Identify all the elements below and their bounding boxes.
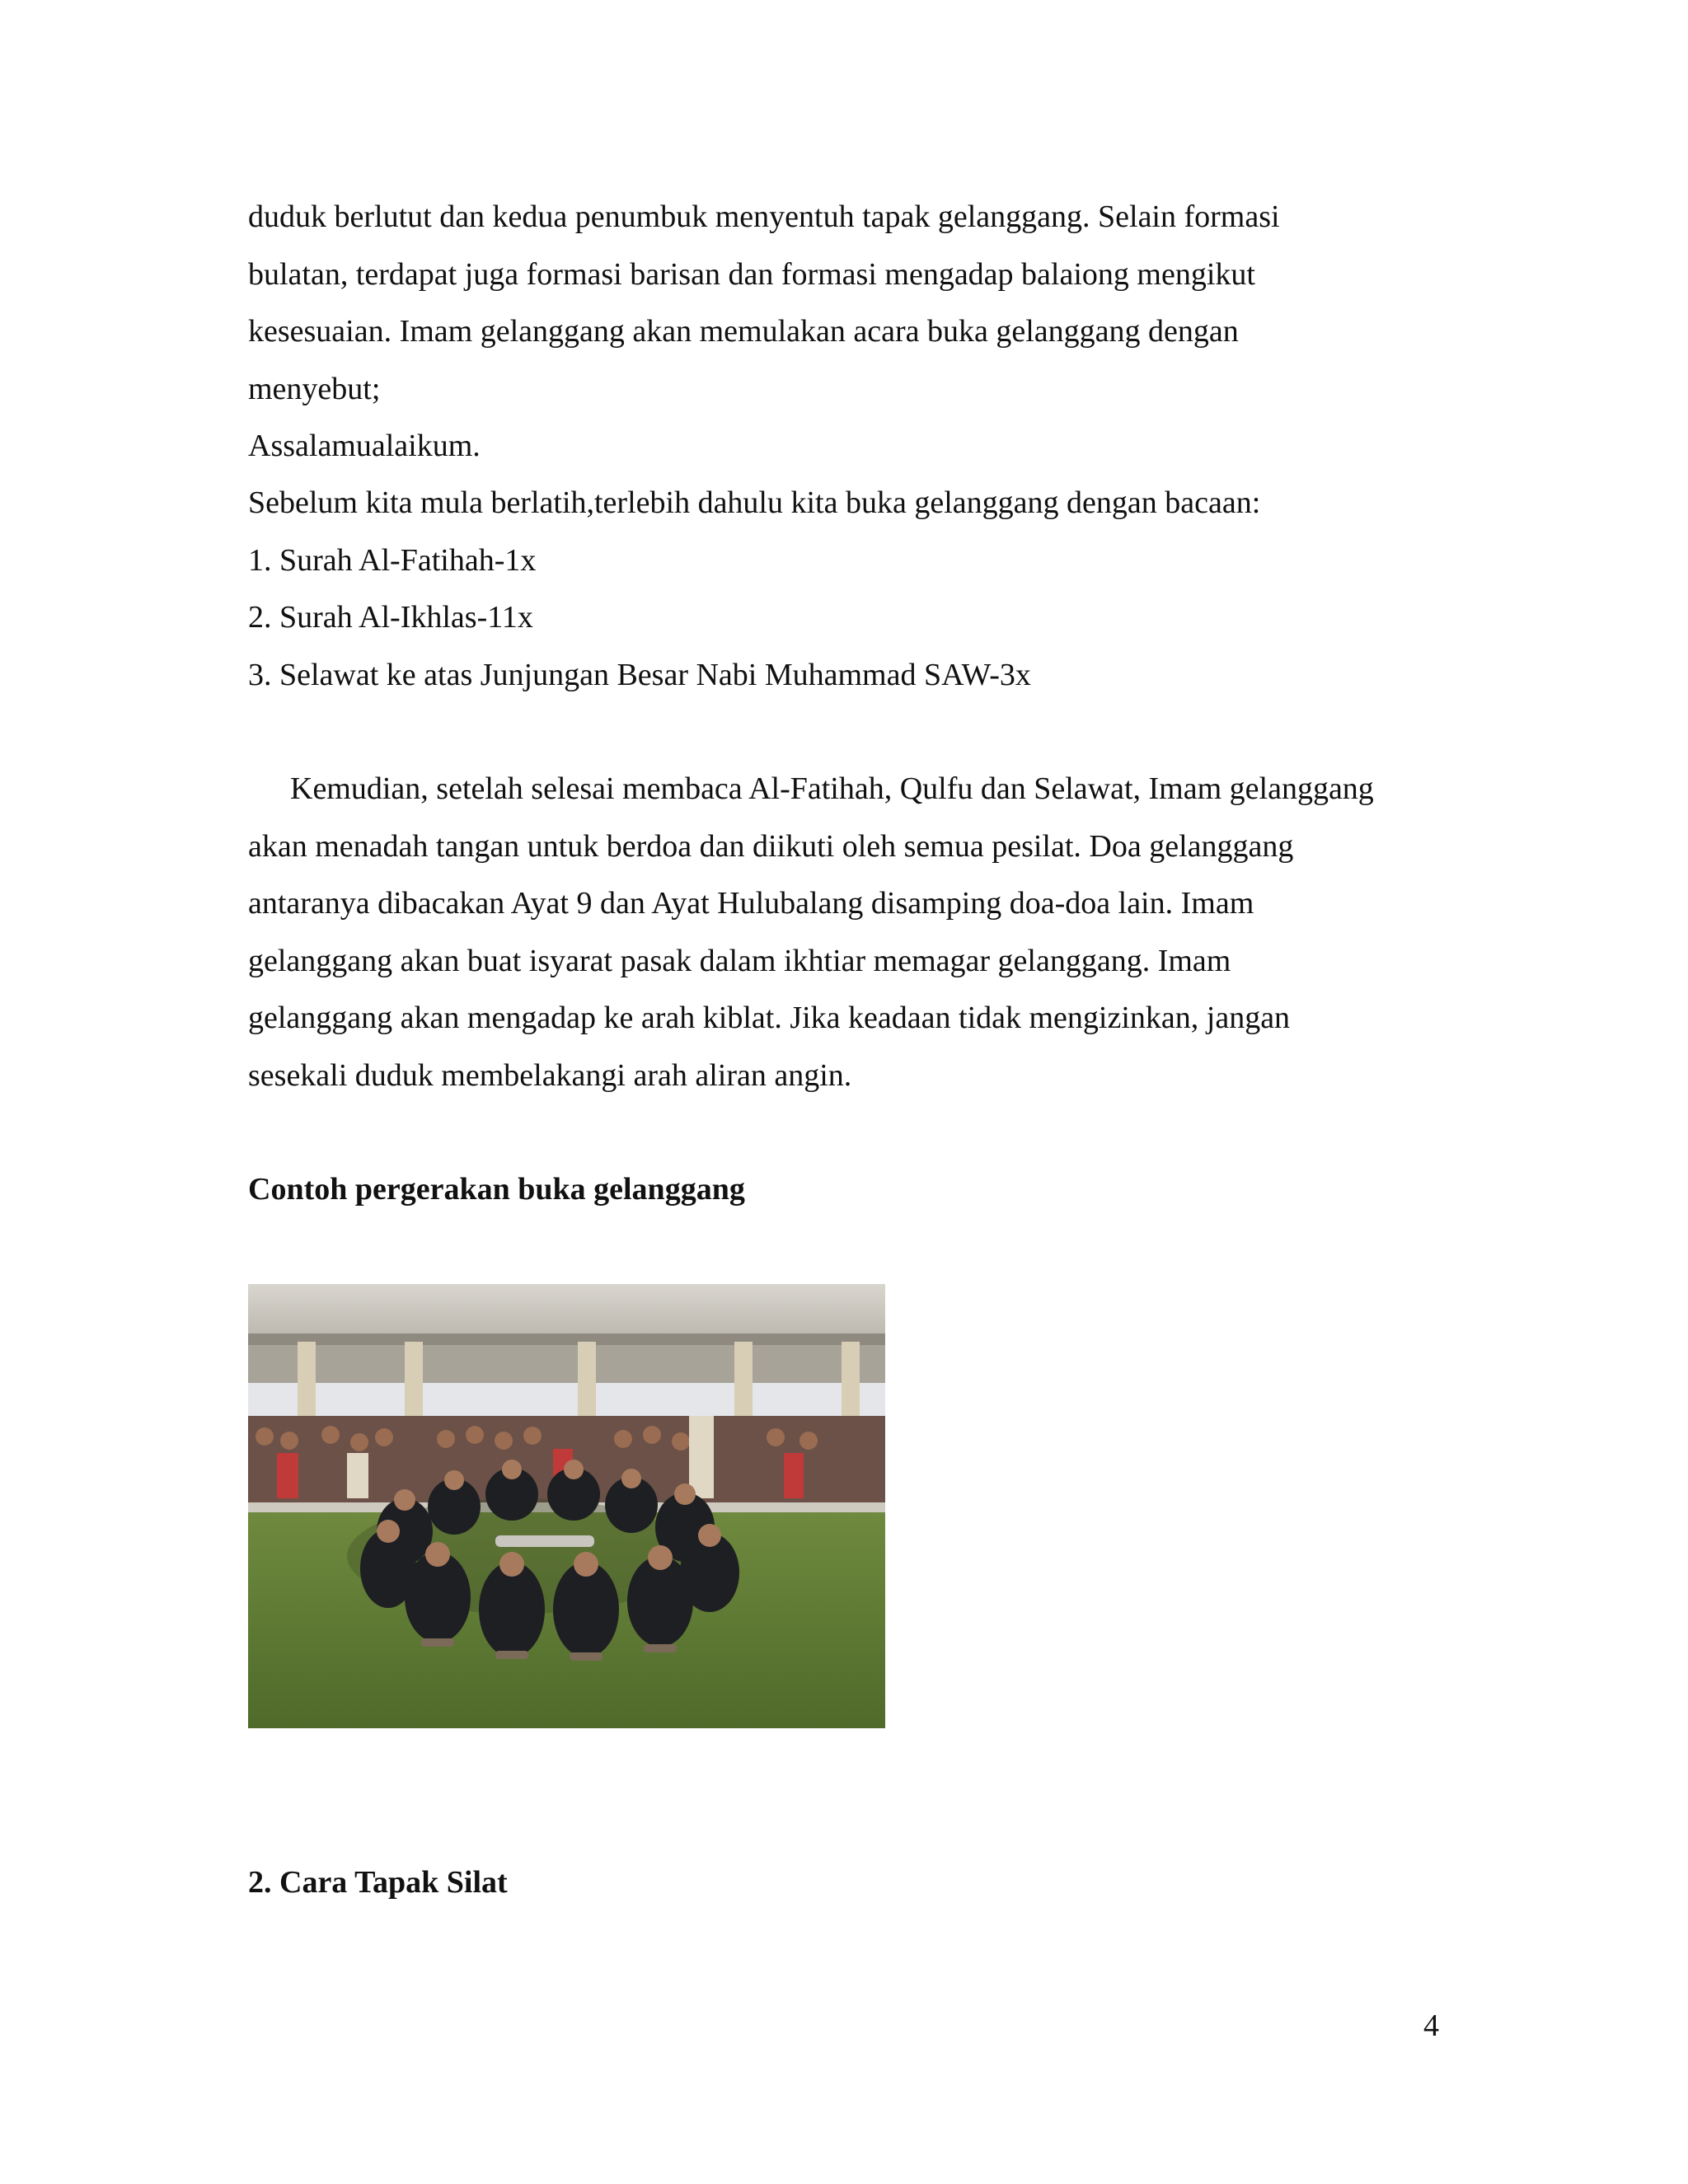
paragraph1-line-1: duduk berlutut dan kedua penumbuk menyentuh tapak gelanggang. Selain formasi [248, 199, 1280, 234]
paragraph1-line-4: menyebut; [248, 372, 381, 406]
paragraph2-line-6: sesekali duduk membelakangi arah aliran angin. [248, 1058, 852, 1093]
greeting-line: Assalamualaikum. [248, 429, 481, 463]
page-number: 4 [1423, 2008, 1439, 2043]
section2-heading: 2. Cara Tapak Silat [248, 1865, 508, 1900]
example-heading: Contoh pergerakan buka gelanggang [248, 1172, 745, 1207]
paragraph2-line-4: gelanggang akan buat isyarat pasak dalam ikhtiar memagar gelanggang. Imam [248, 944, 1231, 978]
paragraph2-line-1: Kemudian, setelah selesai membaca Al-Fatihah, Qulfu dan Selawat, Imam gelanggang [290, 771, 1374, 806]
paragraph1-line-6: Sebelum kita mula berlatih,terlebih dahulu kita buka gelanggang dengan bacaan: [248, 485, 1261, 520]
list-item-2: 2. Surah Al-Ikhlas-11x [248, 600, 533, 635]
list-item-1: 1. Surah Al-Fatihah-1x [248, 543, 537, 578]
paragraph2-line-5: gelanggang akan mengadap ke arah kiblat. Jika keadaan tidak mengizinkan, jangan [248, 1001, 1291, 1035]
paragraph2-line-3: antaranya dibacakan Ayat 9 dan Ayat Hulubalang disamping doa-doa lain. Imam [248, 886, 1254, 921]
paragraph1-line-3: kesesuaian. Imam gelanggang akan memulakan acara buka gelanggang dengan [248, 314, 1239, 349]
paragraph2-line-2: akan menadah tangan untuk berdoa dan diikuti oleh semua pesilat. Doa gelanggang [248, 829, 1294, 864]
list-item-3: 3. Selawat ke atas Junjungan Besar Nabi Muhammad SAW-3x [248, 658, 1031, 692]
silat-circle-photo [248, 1284, 885, 1728]
paragraph1-line-2: bulatan, terdapat juga formasi barisan dan formasi mengadap balaiong mengikut [248, 257, 1255, 292]
